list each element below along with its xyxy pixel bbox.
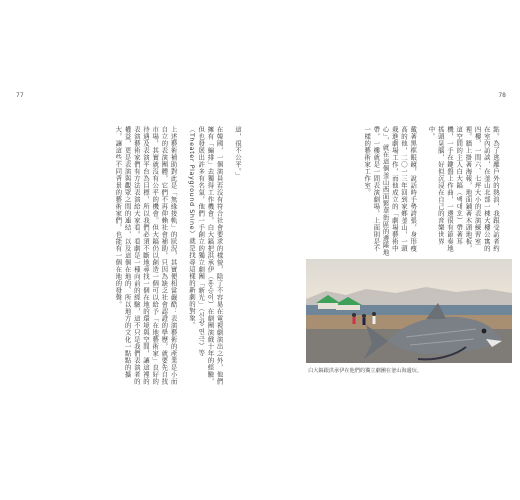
page-number-right: 78	[498, 92, 506, 99]
photo-caption: 白大鎬跟洪承伊在他們的獨立劇團在釜山海邊玩。	[308, 368, 423, 374]
photo-fish-sculpture	[306, 259, 512, 363]
body-text-left: 這，很不公平。」 在韓國，一個演員若沒有符合社會要求的樣貌，除了不容易在電視劇演出之外，他們擁有「編排」去獨得工作機會。白大鎬把洪承伊（홍승이）在劇團演戲十年的經驗，但也發展出許多有名氣，他們一手創立的獨立劇團「新光」（신광 연극）等（Theater Playground Shine）就是找尋這樣的新劇的對象。 上述藝術補助對此是「無緣接軌」的狀況，其實便相當嚴酷：表演藝術的產業是小而自立的表演團體，它們不再仰賴社會補助，只因為缺乏社會認證的學歷，就要先自找市場，其實就沒有公平的機會。但大鎬仍以創造一個可以給予「在地藝術家」良好的待遇及表演平台為目標，所以我們必須不斷地尋找一個在地的環境與空間，讓這裡的表演藝術家們有方法表演給大家看。看劇是一種向前的經驗，這不只是我們表演者的權益，更是表演與觀眾之間的連結，以及這個在地的、所以地方的文化一點點的擴大，讓這些不同背景的藝術家們，也能有一個在地的發聲。	[114, 126, 242, 385]
photo-illustration	[306, 259, 512, 363]
body-text-right: 點。為了逃離戶外的熱浪，我跟受訪者約在室內訪談，在釜山北部一棟大樓公寓的四樓，一間六、七坪大小的表演練習室裡。牆上掛著海報，地面鋪著木頭地板，這空間的主人白大鎬（백대호）帶著耳機，一手在鍵盤上作曲，一邊很有節奏地搖頭晃腦，好似沉浸在自己的音樂世界中。 戴著黑框眼鏡，說話時手勢誇張，身形瘦高的他，二〇一三年回到家鄉釜山，一頭栽進劇場工作，而他成立的「劇場藝術中心」，就在這個釜山西面繁華街區的邊陲地帶，一樓就是一間表演劇場，上面則是不一樣的藝術家工作室。	[363, 126, 500, 256]
page-number-left: 77	[16, 92, 24, 99]
